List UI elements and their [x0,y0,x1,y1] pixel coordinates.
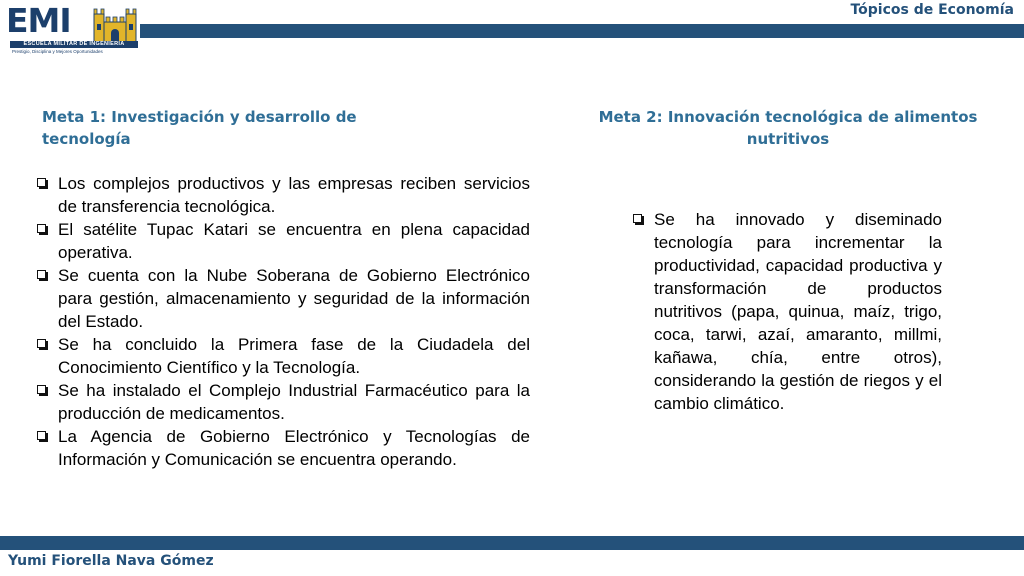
checkbox-bullet-icon [37,385,46,394]
checkbox-bullet-icon [37,431,46,440]
logo-strip: ESCUELA MILITAR DE INGENIERIA [10,41,138,48]
castle-icon [92,6,138,42]
checkbox-bullet-icon [37,224,46,233]
footer-bar [0,536,1024,550]
checkbox-bullet-icon [633,214,642,223]
logo-letters: EMI [6,1,71,40]
checkbox-bullet-icon [37,178,46,187]
list-item [34,172,530,218]
author-name: Yumi Fiorella Nava Gómez [8,553,214,569]
list-item-text: Se ha instalado el Complejo Industrial Farmacéutico para la producción de medicamentos. [58,381,530,423]
list-item [34,379,530,425]
checkbox-bullet-icon [37,270,46,279]
logo-motto: Prestigio, Disciplina y Mejores Oportunidades [12,49,103,54]
header-bar [140,24,1024,38]
list-item [630,208,942,415]
checkbox-bullet-icon [37,339,46,348]
list-item-text: Se ha innovado y diseminado tecnología para incrementar la productividad, capacidad productiva y transformación de productos nutritivos (papa, quinua, maíz, trigo, coca, tarwi, azaí, amaranto, millmi, kañawa, chía, entre otros), considerando la gestión de riegos y el cambio climático. [654,210,942,413]
list-item [34,264,530,333]
meta2-list [630,208,942,415]
meta1-list [34,172,530,471]
list-item-text: Se cuenta con la Nube Soberana de Gobierno Electrónico para gestión, almacenamiento y seguridad de la información del Estado. [58,266,530,331]
list-item-text: La Agencia de Gobierno Electrónico y Tecnologías de Información y Comunicación se encuentra operando. [58,427,530,469]
header-topic: Tópicos de Economía [850,2,1014,18]
list-item [34,425,530,471]
list-item-text: Los complejos productivos y las empresas reciben servicios de transferencia tecnológica. [58,174,530,216]
list-item-text: Se ha concluido la Primera fase de la Ciudadela del Conocimiento Científico y la Tecnología. [58,335,530,377]
meta1-title: Meta 1: Investigación y desarrollo de tecnología [42,108,357,148]
list-item-text: El satélite Tupac Katari se encuentra en plena capacidad operativa. [58,220,530,262]
emi-logo [6,1,138,54]
list-item [34,333,530,379]
meta2-title: Meta 2: Innovación tecnológica de alimentos nutritivos [598,108,978,148]
list-item [34,218,530,264]
